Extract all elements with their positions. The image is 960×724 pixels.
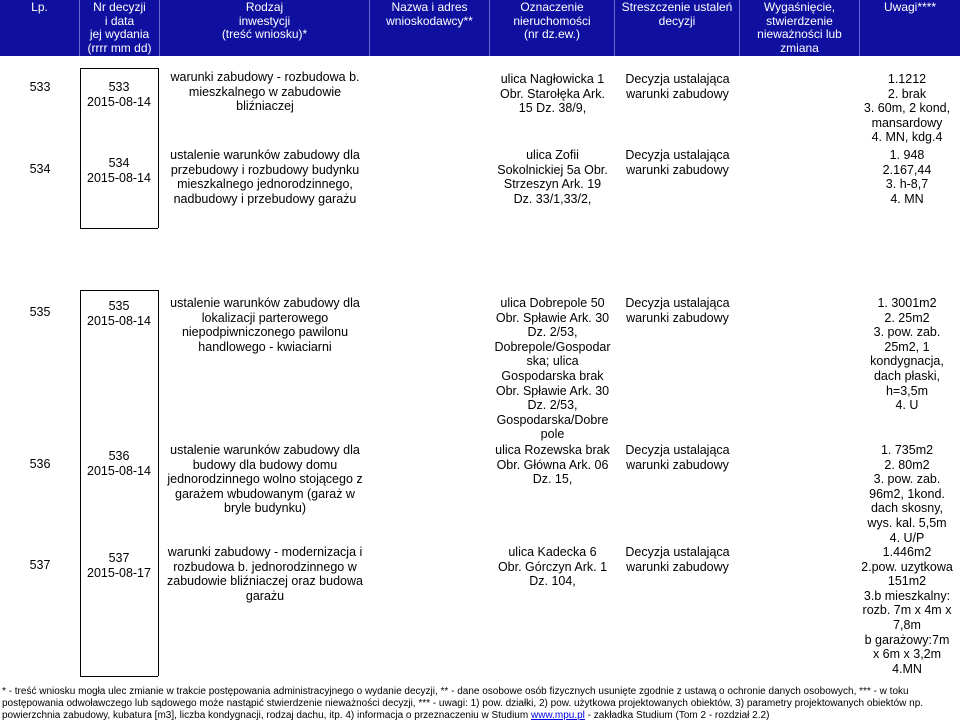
row-lp: 534 (29, 162, 51, 176)
row-rodzaj: ustalenie warunków zabudowy dla budowy dla budowy domu jednorodzinnego wolno stojącego z garażem wbudowanym (garaż w bryle budynku) (167, 443, 363, 516)
row-rodzaj: warunki zabudowy - rozbudowa b. mieszkalnego w zabudowie bliźniaczej (170, 70, 360, 114)
row-uwagi: 1.446m2 2.pow. uzytkowa 151m2 3.b mieszkalny: rozb. 7m x 4m x 7,8m b garażowy:7m x 6m x 3,2m 4.MN (861, 545, 953, 676)
row-streszczenie: Decyzja ustalająca warunki zabudowy (625, 72, 730, 101)
header-lp: Lp. (0, 0, 80, 56)
table-border (80, 290, 81, 676)
table-border (80, 68, 158, 69)
table-border (80, 676, 158, 677)
row-uwagi: 1. 735m2 2. 80m2 3. pow. zab. 96m2, 1kond. dach skosny, wys. kal. 5,5m 4. U/P (867, 443, 947, 545)
row-lp: 535 (29, 305, 51, 319)
header-oznaczenie: Oznaczenie nieruchomości (nr dz.ew.) (490, 0, 615, 56)
header-nr-decyzji: Nr decyzji i data jej wydania (rrrr mm dd) (80, 0, 160, 56)
header-uwagi: Uwagi**** (883, 0, 937, 14)
footnote-text-end: - zakładka Studium (Tom 2 - rozdział 2.2) (584, 710, 770, 722)
row-nr-date: 536 2015-08-14 (87, 449, 151, 478)
row-nr-date: 535 2015-08-14 (87, 299, 151, 328)
header-rodzaj: Rodzaj inwestycji (treść wniosku)* (160, 0, 370, 56)
footnote-text: * - treść wniosku mogła ulec zmianie w trakcie postępowania administracyjnego o wydanie decyzji, ** - dane osobowe osób fizycznych usunięte zgodnie z ustawą o ochronie danych osobowych, *** - w toku postępowania odwoławczego lub sądowego może nastąpić stwierdzenie nieważności decyzji, *** - uwagi: 1) pow. działki, 2) pow. użytkowa projektowanych obiektów, 3) parametry projektowanych obiektów np. powierzchnia zabudowy, kubatura [m3], liczba kondygnacji, rodzaj dachu, itp. 4) informacja o przeznaczeniu w Studium (2, 686, 924, 722)
header-streszczenie: Streszczenie ustaleń decyzji (615, 0, 740, 56)
row-streszczenie: Decyzja ustalająca warunki zabudowy (625, 296, 730, 325)
row-uwagi: 1. 948 2.167,44 3. h-8,7 4. MN (882, 148, 932, 206)
row-adres: ulica Zofii Sokolnickiej 5a Obr. Strzeszyn Ark. 19 Dz. 33/1,33/2, (497, 148, 608, 206)
table-border (80, 290, 158, 291)
row-nr-date: 534 2015-08-14 (87, 156, 151, 185)
header-wygasniecie: Wygaśnięcie, stwierdzenie nieważności lub zmiana decyzji*** (740, 0, 860, 56)
row-uwagi: 1.1212 2. brak 3. 60m, 2 kond, mansardowy 4. MN, kdg.4 (863, 72, 951, 145)
row-rodzaj: warunki zabudowy - modernizacja i rozbudowa b. jednorodzinnego w zabudowie bliźniaczej oraz budowa garażu (167, 545, 363, 603)
row-lp: 537 (29, 558, 51, 572)
table-border (158, 68, 159, 228)
row-adres: ulica Dobrepole 50 Obr. Spławie Ark. 30 Dz. 2/53, Dobrepole/Gospodar ska; ulica Gospodarska brak Obr. Spławie Ark. 30 Dz. 2/53, Gospodarska/Dobre pole (494, 296, 611, 442)
row-rodzaj: ustalenie warunków zabudowy dla lokalizacji parterowego niepodpiwniczonego pawilonu handlowego - kwiaciarni (170, 296, 360, 354)
row-lp: 536 (29, 457, 51, 471)
row-adres: ulica Kadecka 6 Obr. Górczyn Ark. 1 Dz. 104, (497, 545, 608, 589)
row-uwagi: 1. 3001m2 2. 25m2 3. pow. zab. 25m2, 1 kondygnacja, dach płaski, h=3,5m 4. U (870, 296, 944, 413)
row-adres: ulica Rozewska brak Obr. Główna Ark. 06 Dz. 15, (495, 443, 610, 487)
row-rodzaj: ustalenie warunków zabudowy dla przebudowy i rozbudowy budynku mieszkalnego jednorodzinnego, nadbudowy i przebudowy garażu (170, 148, 360, 206)
mpu-link[interactable]: www.mpu.pl (530, 710, 585, 722)
row-nr-date: 537 2015-08-17 (87, 551, 151, 580)
row-streszczenie: Decyzja ustalająca warunki zabudowy (625, 443, 730, 472)
table-border (80, 228, 158, 229)
row-nr-date: 533 2015-08-14 (87, 80, 151, 109)
row-streszczenie: Decyzja ustalająca warunki zabudowy (625, 545, 730, 574)
row-streszczenie: Decyzja ustalająca warunki zabudowy (625, 148, 730, 177)
row-lp: 533 (29, 80, 51, 94)
row-adres: ulica Nagłowicka 1 Obr. Starołęka Ark. 15 Dz. 38/9, (500, 72, 605, 116)
header-nazwa-adres: Nazwa i adres wnioskodawcy** (370, 0, 490, 56)
table-header (0, 0, 960, 68)
table-border (158, 290, 159, 676)
footnotes (2, 686, 958, 723)
